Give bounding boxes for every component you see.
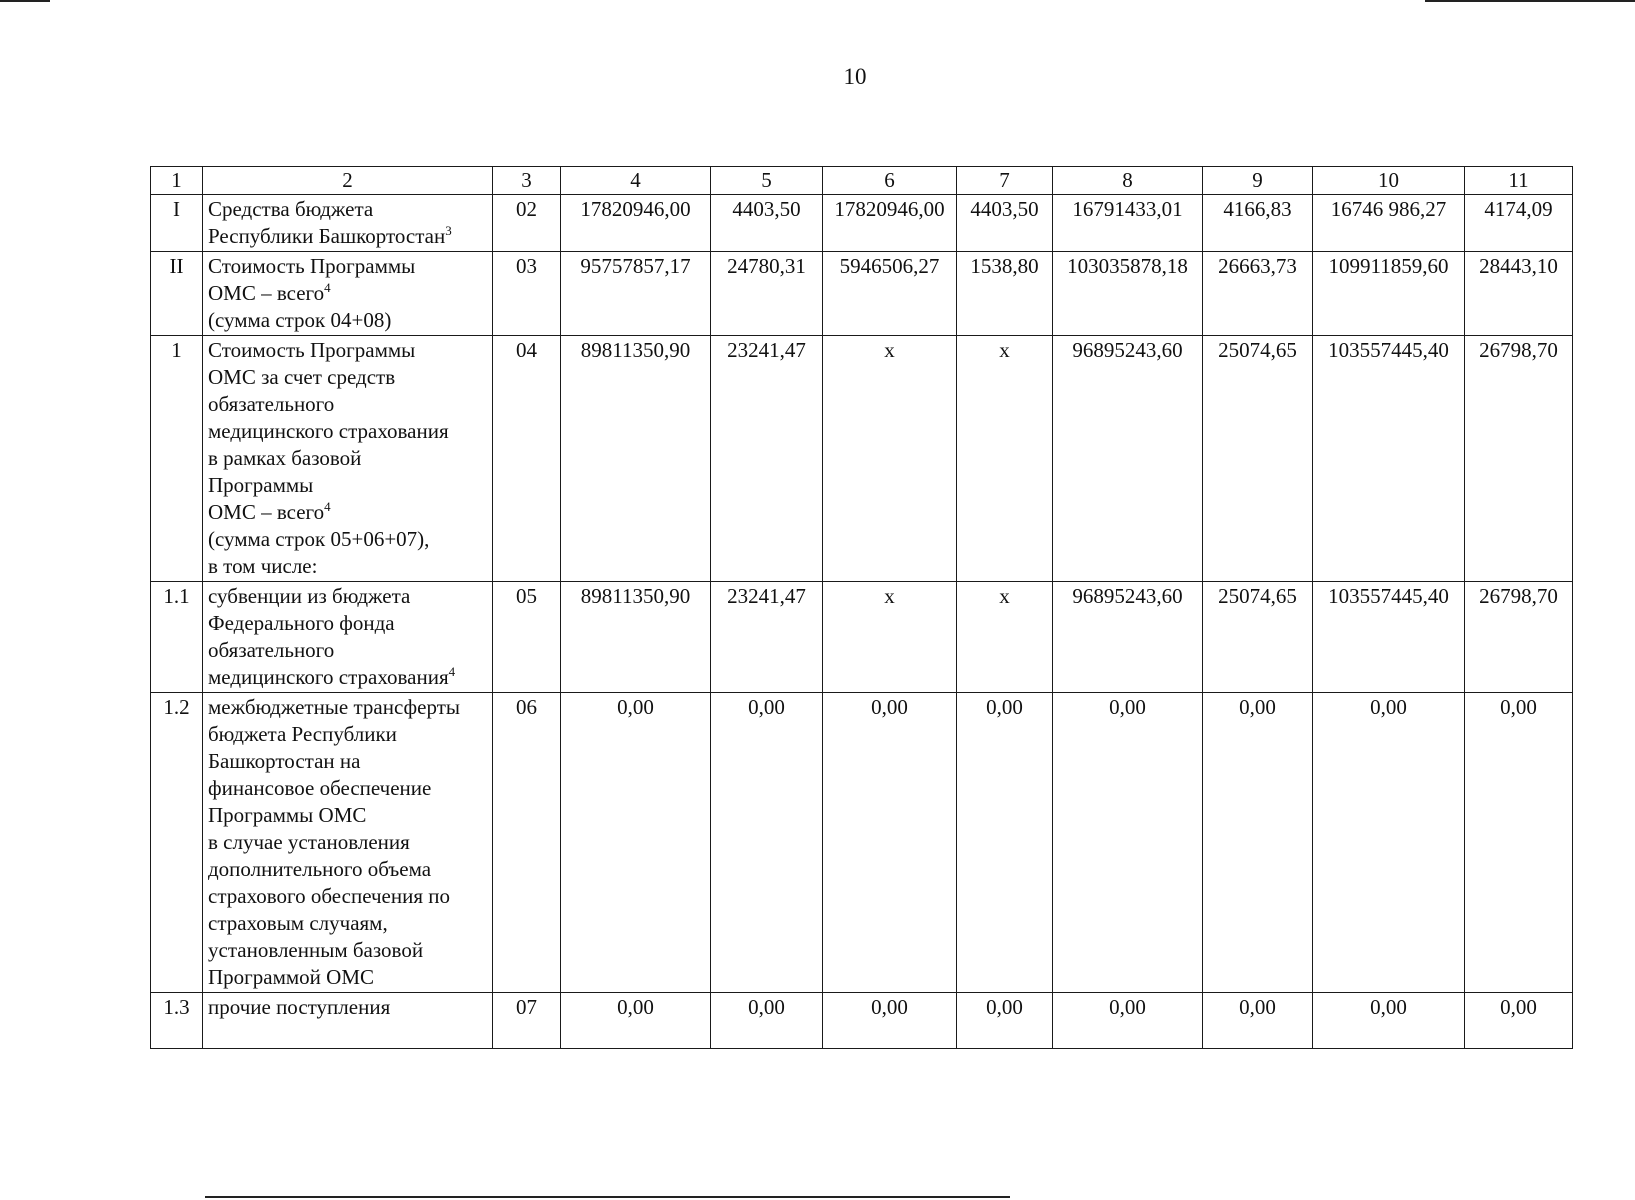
value-cell: 23241,47 <box>711 336 823 582</box>
value-cell: 16791433,01 <box>1053 195 1203 252</box>
value-cell: 0,00 <box>1465 693 1573 993</box>
value-cell: 96895243,60 <box>1053 582 1203 693</box>
value-cell: 89811350,90 <box>561 582 711 693</box>
value-cell: 17820946,00 <box>823 195 957 252</box>
value-cell: 0,00 <box>1053 993 1203 1049</box>
value-cell: 23241,47 <box>711 582 823 693</box>
row-code-cell: 07 <box>493 993 561 1049</box>
row-name-line: Республики Башкортостан <box>208 224 446 248</box>
row-code-cell: 06 <box>493 693 561 993</box>
value-cell: 103557445,40 <box>1313 336 1465 582</box>
row-name-line: Башкортостан на <box>208 749 361 773</box>
row-name-line: обязательного <box>208 638 335 662</box>
header-row <box>151 167 1573 195</box>
row-name-line: Программой ОМС <box>208 965 375 989</box>
row-name-line: в том числе: <box>208 554 318 578</box>
value-cell: 4403,50 <box>711 195 823 252</box>
row-name-line: в рамках базовой <box>208 446 362 470</box>
scan-edge-top-left <box>0 0 50 2</box>
row-number-cell: 1.2 <box>151 693 203 993</box>
header-cell: 2 <box>203 167 493 195</box>
row-name-line: медицинского страхования <box>208 419 449 443</box>
value-cell: x <box>823 582 957 693</box>
row-name-line: прочие поступления <box>208 995 391 1019</box>
page-number: 10 <box>843 64 867 89</box>
table-row <box>151 195 1573 252</box>
table-body <box>151 167 1573 1049</box>
table-row <box>151 252 1573 336</box>
row-number-cell: 1 <box>151 336 203 582</box>
value-cell: 96895243,60 <box>1053 336 1203 582</box>
row-name-cell <box>203 336 493 582</box>
row-name-line: Программы <box>208 473 314 497</box>
value-cell: 17820946,00 <box>561 195 711 252</box>
value-cell: 16746 986,27 <box>1313 195 1465 252</box>
value-cell: 0,00 <box>711 693 823 993</box>
value-cell: 103557445,40 <box>1313 582 1465 693</box>
value-cell: 0,00 <box>957 693 1053 993</box>
value-cell: 0,00 <box>1313 693 1465 993</box>
header-cell: 8 <box>1053 167 1203 195</box>
row-number-cell: I <box>151 195 203 252</box>
row-name-line: страхового обеспечения по <box>208 884 451 908</box>
table-row <box>151 993 1573 1049</box>
header-cell: 1 <box>151 167 203 195</box>
value-cell: 109911859,60 <box>1313 252 1465 336</box>
row-name-line: ОМС – всего <box>208 281 325 305</box>
value-cell: 0,00 <box>1203 693 1313 993</box>
row-name-line: дополнительного объема <box>208 857 432 881</box>
header-cell: 6 <box>823 167 957 195</box>
row-name-line: обязательного <box>208 392 335 416</box>
report-table <box>150 166 1573 1049</box>
row-name-line: Стоимость Программы <box>208 338 416 362</box>
row-name-line: Программы ОМС <box>208 803 367 827</box>
value-cell: 0,00 <box>711 993 823 1049</box>
row-name-line: межбюджетные трансферты <box>208 695 460 719</box>
row-name-line: Стоимость Программы <box>208 254 416 278</box>
value-cell: 24780,31 <box>711 252 823 336</box>
value-cell: 95757857,17 <box>561 252 711 336</box>
value-cell: 89811350,90 <box>561 336 711 582</box>
row-name-cell <box>203 195 493 252</box>
value-cell: 0,00 <box>1053 693 1203 993</box>
row-name-line: ОМС за счет средств <box>208 365 396 389</box>
value-cell: 0,00 <box>1313 993 1465 1049</box>
value-cell: 25074,65 <box>1203 582 1313 693</box>
row-name-cell <box>203 993 493 1049</box>
row-number-cell: 1.3 <box>151 993 203 1049</box>
row-number-cell: 1.1 <box>151 582 203 693</box>
value-cell: 28443,10 <box>1465 252 1573 336</box>
row-name-cell <box>203 252 493 336</box>
value-cell: x <box>957 336 1053 582</box>
value-cell: 0,00 <box>1465 993 1573 1049</box>
row-name-line: финансовое обеспечение <box>208 776 432 800</box>
value-cell: 1538,80 <box>957 252 1053 336</box>
value-cell: 5946506,27 <box>823 252 957 336</box>
footnote-marker: 3 <box>445 223 452 238</box>
header-cell: 10 <box>1313 167 1465 195</box>
row-number-cell: II <box>151 252 203 336</box>
footnote-marker: 4 <box>324 499 331 514</box>
header-cell: 7 <box>957 167 1053 195</box>
value-cell: 0,00 <box>957 993 1053 1049</box>
row-code-cell: 05 <box>493 582 561 693</box>
scan-edge-bottom <box>205 1196 1010 1198</box>
value-cell: 26798,70 <box>1465 582 1573 693</box>
row-name-line: страховым случаям, <box>208 911 388 935</box>
row-name-line: в случае установления <box>208 830 410 854</box>
scan-edge-top-right <box>1425 0 1635 2</box>
value-cell: 0,00 <box>823 993 957 1049</box>
header-cell: 9 <box>1203 167 1313 195</box>
value-cell: 25074,65 <box>1203 336 1313 582</box>
row-name-line: субвенции из бюджета <box>208 584 411 608</box>
row-code-cell: 02 <box>493 195 561 252</box>
header-cell: 4 <box>561 167 711 195</box>
row-name-line: (сумма строк 05+06+07), <box>208 527 430 551</box>
row-name-line: бюджета Республики <box>208 722 397 746</box>
header-cell: 5 <box>711 167 823 195</box>
value-cell: 26663,73 <box>1203 252 1313 336</box>
row-code-cell: 03 <box>493 252 561 336</box>
row-name-line: медицинского страхования <box>208 665 449 689</box>
value-cell: 26798,70 <box>1465 336 1573 582</box>
footnote-marker: 4 <box>324 280 331 295</box>
value-cell: 0,00 <box>561 693 711 993</box>
header-cell: 3 <box>493 167 561 195</box>
row-name-line: установленным базовой <box>208 938 424 962</box>
value-cell: x <box>823 336 957 582</box>
header-cell: 11 <box>1465 167 1573 195</box>
table-row <box>151 582 1573 693</box>
value-cell: 4174,09 <box>1465 195 1573 252</box>
footnote-marker: 4 <box>448 664 456 679</box>
row-name-cell <box>203 693 493 993</box>
row-name-line: Федерального фонда <box>208 611 395 635</box>
value-cell: 0,00 <box>823 693 957 993</box>
row-name-line: ОМС – всего <box>208 500 325 524</box>
value-cell: 4403,50 <box>957 195 1053 252</box>
value-cell: 0,00 <box>561 993 711 1049</box>
row-name-line: Средства бюджета <box>208 197 374 221</box>
row-name-line: (сумма строк 04+08) <box>208 308 392 332</box>
value-cell: x <box>957 582 1053 693</box>
table-row <box>151 336 1573 582</box>
row-name-cell <box>203 582 493 693</box>
table-row <box>151 693 1573 993</box>
value-cell: 4166,83 <box>1203 195 1313 252</box>
row-code-cell: 04 <box>493 336 561 582</box>
value-cell: 0,00 <box>1203 993 1313 1049</box>
value-cell: 103035878,18 <box>1053 252 1203 336</box>
